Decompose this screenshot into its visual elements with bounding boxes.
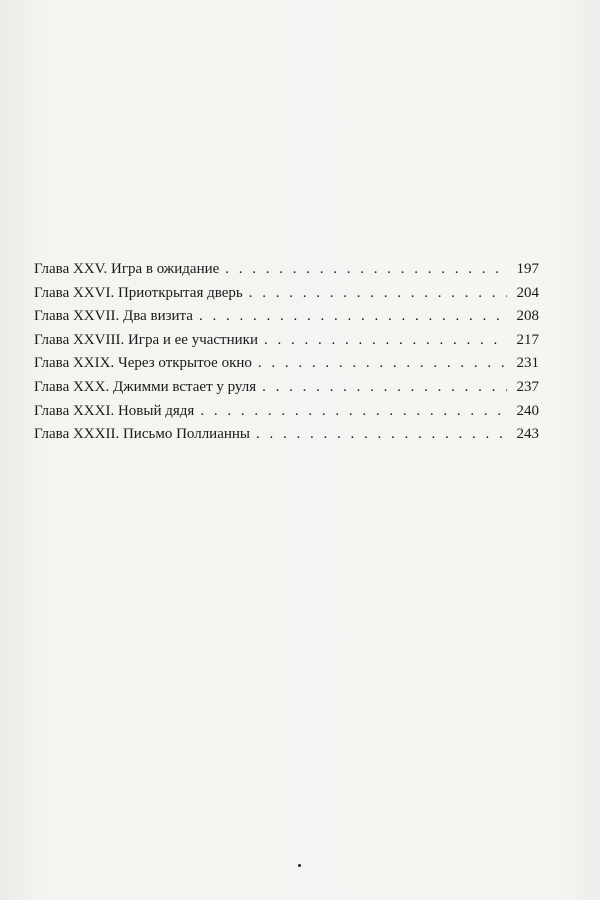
toc-entry[interactable] [34, 352, 539, 376]
toc-entry[interactable] [34, 329, 539, 353]
toc-entry[interactable] [34, 282, 539, 306]
toc-entry-title: Глава XXIX. Через открытое окно [34, 355, 252, 372]
toc-leader-dots [256, 423, 507, 447]
toc-leader-dots [249, 282, 507, 306]
toc-entry-page: 204 [516, 284, 539, 301]
toc-entry[interactable] [34, 258, 539, 282]
toc-entry-page: 237 [516, 378, 539, 395]
toc-entry-page: 231 [516, 355, 539, 372]
toc-leader-dots [258, 352, 507, 376]
toc-entry[interactable] [34, 400, 539, 424]
page-dot-mark [298, 864, 301, 867]
toc-leader-dots [264, 329, 507, 353]
toc-entry-title: Глава XXXI. Новый дядя [34, 402, 195, 419]
toc-leader-dots [225, 258, 507, 282]
table-of-contents [34, 258, 539, 447]
toc-entry-title: Глава XXVI. Приоткрытая дверь [34, 284, 243, 301]
toc-entry-page: 217 [516, 331, 539, 348]
toc-entry[interactable] [34, 423, 539, 447]
toc-entry-title: Глава XXVII. Два визита [34, 308, 193, 325]
toc-entry-page: 243 [516, 426, 539, 443]
toc-entry-title: Глава XXX. Джимми встает у руля [34, 378, 257, 395]
toc-entry-title: Глава XXXII. Письмо Поллианны [34, 426, 250, 443]
toc-entry-title: Глава XXVIII. Игра и ее участники [34, 331, 258, 348]
toc-leader-dots [262, 376, 507, 400]
toc-leader-dots [200, 400, 507, 424]
toc-entry-page: 197 [516, 261, 539, 277]
toc-entry[interactable] [34, 376, 539, 400]
toc-leader-dots [199, 305, 507, 329]
toc-entry-page: 240 [516, 402, 539, 419]
toc-entry-title: Глава XXV. Игра в ожидание [34, 261, 220, 277]
toc-entry[interactable] [34, 305, 539, 329]
toc-entry-page: 208 [516, 308, 539, 325]
